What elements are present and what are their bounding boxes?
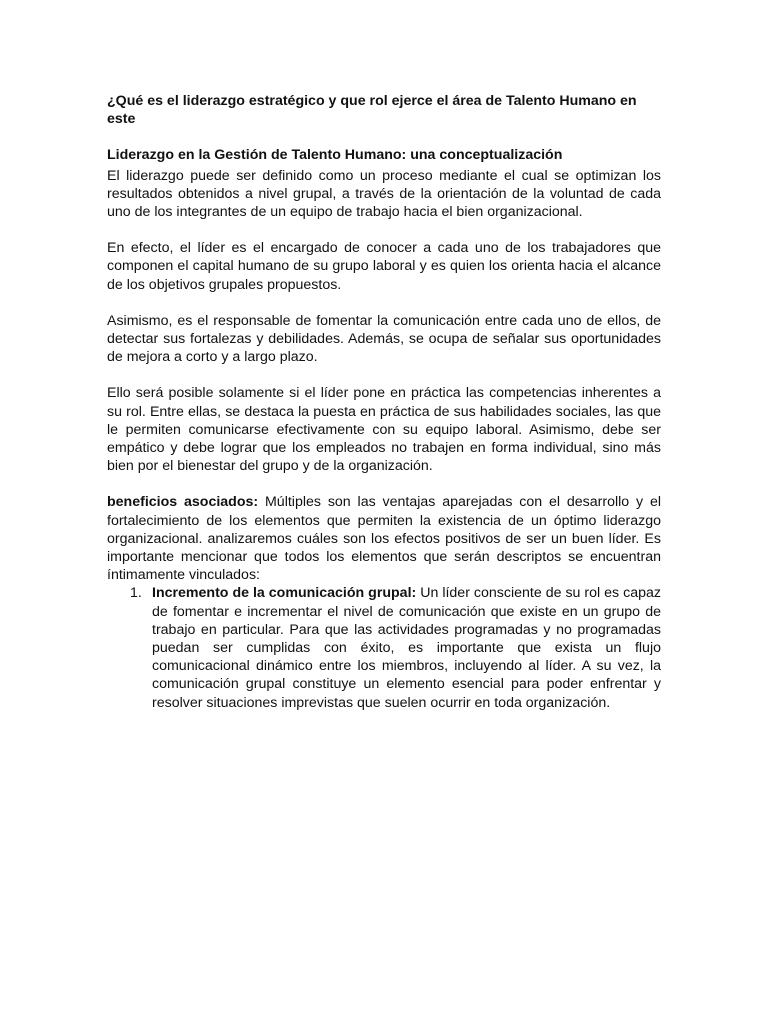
list-item-lead: Incremento de la comunicación grupal: — [152, 585, 417, 602]
paragraph-2: En efecto, el líder es el encargado de conocer a cada uno de los trabajadores que componen el capital humano de su grupo laboral y es quien los orienta hacia el alcance de los objetivos grupales propuestos. — [107, 240, 661, 293]
paragraph-4: Ello será posible solamente si el líder pone en práctica las competencias inherentes a su rol. Entre ellas, se destaca la puesta en práctica de sus habilidades sociales, las que le permiten comunicarse efectivamente con su equipo laboral. Asimismo, debe ser empático y debe lograr que los empleados no trabajen en forma individual, sino más bien por el bienestar del grupo y de la organización. — [107, 385, 661, 475]
list-item-number: 1. — [130, 585, 142, 602]
paragraph-3: Asimismo, es el responsable de fomentar la comunicación entre cada uno de ellos, de detectar sus fortalezas y debilidades. Además, se ocupa de señalar sus oportunidades de mejora a corto y a largo plazo. — [107, 312, 661, 366]
benefits-text: Múltiples son las ventajas aparejadas con el desarrollo y el fortalecimiento de los elementos que permiten la existencia de un óptimo liderazgo organizacional. analizaremos cuáles son los efectos positivos de ser un buen líder. Es importante mencionar que todos los elementos que serán descriptos se encuentran íntimamente vinculados: — [107, 494, 661, 584]
benefits-lead: beneficios asociados: — [107, 494, 259, 511]
benefits-list — [107, 584, 661, 711]
section-heading: Liderazgo en la Gestión de Talento Humano: una conceptualización — [107, 147, 563, 164]
benefits-paragraph — [107, 493, 661, 584]
paragraph-1: El liderazgo puede ser definido como un proceso mediante el cual se optimizan los resultados obtenidos a nivel grupal, a través de la orientación de la voluntad de cada uno de los integrantes de un equipo de trabajo hacia el bien organizacional. — [107, 167, 661, 221]
list-item — [107, 584, 661, 711]
document-title: ¿Qué es el liderazgo estratégico y que rol ejerce el área de Talento Humano en este — [107, 93, 637, 128]
document-page — [107, 92, 661, 712]
list-item-text: Un líder consciente de su rol es capaz de fomentar e incrementar el nivel de comunicación que existe en un grupo de trabajo en particular. Para que las actividades programadas y no programadas puedan ser cumplidas con éxito, es importante que exista un flujo comunicacional dinámico entre los miembros, incluyendo al líder. A su vez, la comunicación grupal constituye un elemento esencial para poder enfrentar y resolver situaciones imprevistas que suelen ocurrir en toda organización. — [152, 585, 661, 711]
